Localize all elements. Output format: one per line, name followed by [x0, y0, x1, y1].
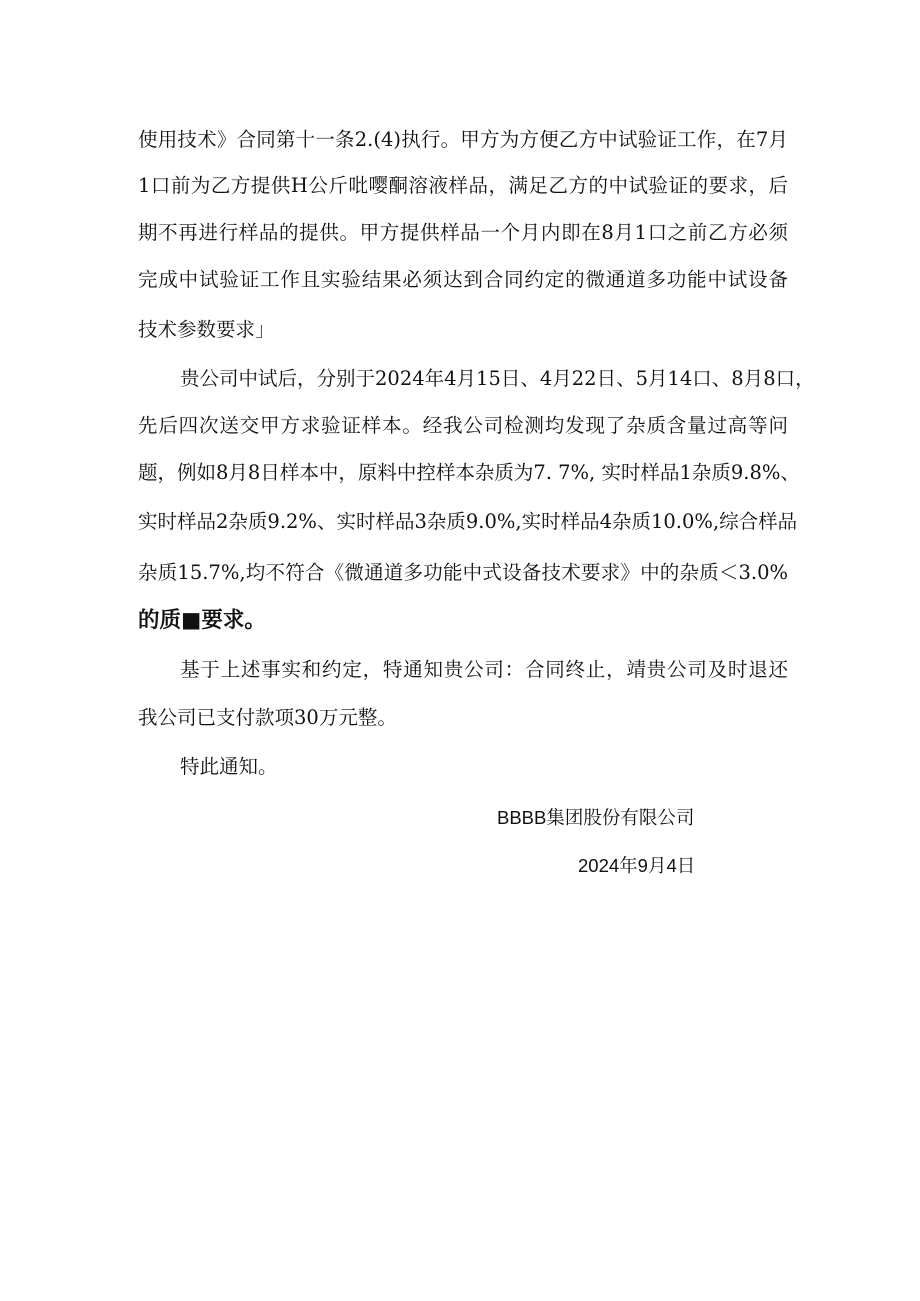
paragraph-3-line-1: 基于上述事实和约定，特通知贵公司：合同终止，靖贵公司及时退还 — [180, 658, 788, 681]
paragraph-2-line-5: 杂质15.7%,均不符合《微通道多功能中式设备技术要求》中的杂质＜3.0% — [138, 561, 788, 584]
paragraph-1-line-1: 使用技术》合同第十一条2.(4)执行。甲方为方便乙方中试验证工作，在7月 — [138, 128, 788, 151]
paragraph-2-line-4: 实时样品2杂质9.2%、实时样品3杂质9.0%,实时样品4杂质10.0%,综合样品 — [138, 510, 798, 533]
paragraph-1-line-5: 技术参数要求」 — [138, 318, 275, 341]
paragraph-1-line-2: 1口前为乙方提供H公斤吡嘤酮溶液样品，满足乙方的中试验证的要求，后 — [138, 174, 788, 197]
paragraph-2-line-2: 先后四次送交甲方求验证样本。经我公司检测均发现了杂质含量过高等问 — [138, 414, 788, 437]
paragraph-1-line-3: 期不再进行样品的提供。甲方提供样品一个月内即在8月1口之前乙方必须 — [138, 221, 788, 244]
paragraph-2-line-3: 题，例如8月8日样本中，原料中控样本杂质为7. 7%, 实时样品1杂质9.8%、 — [138, 461, 800, 484]
signature-company: BBBB集团股份有限公司 — [497, 807, 695, 828]
signature-date: 2024年9月4日 — [578, 855, 696, 876]
paragraph-3-line-2: 我公司已支付款项30万元整。 — [138, 706, 397, 729]
paragraph-1-line-4: 完成中试验证工作且实验结果必须达到合同约定的微通道多功能中试设备 — [138, 268, 788, 291]
paragraph-2-line-6: 的质■要求。 — [138, 608, 266, 633]
paragraph-4-line-1: 特此通知。 — [180, 755, 278, 778]
paragraph-2-line-1: 贵公司中试后，分别于2024年4月15日、4月22日、5月14口、8月8口， — [180, 367, 815, 390]
